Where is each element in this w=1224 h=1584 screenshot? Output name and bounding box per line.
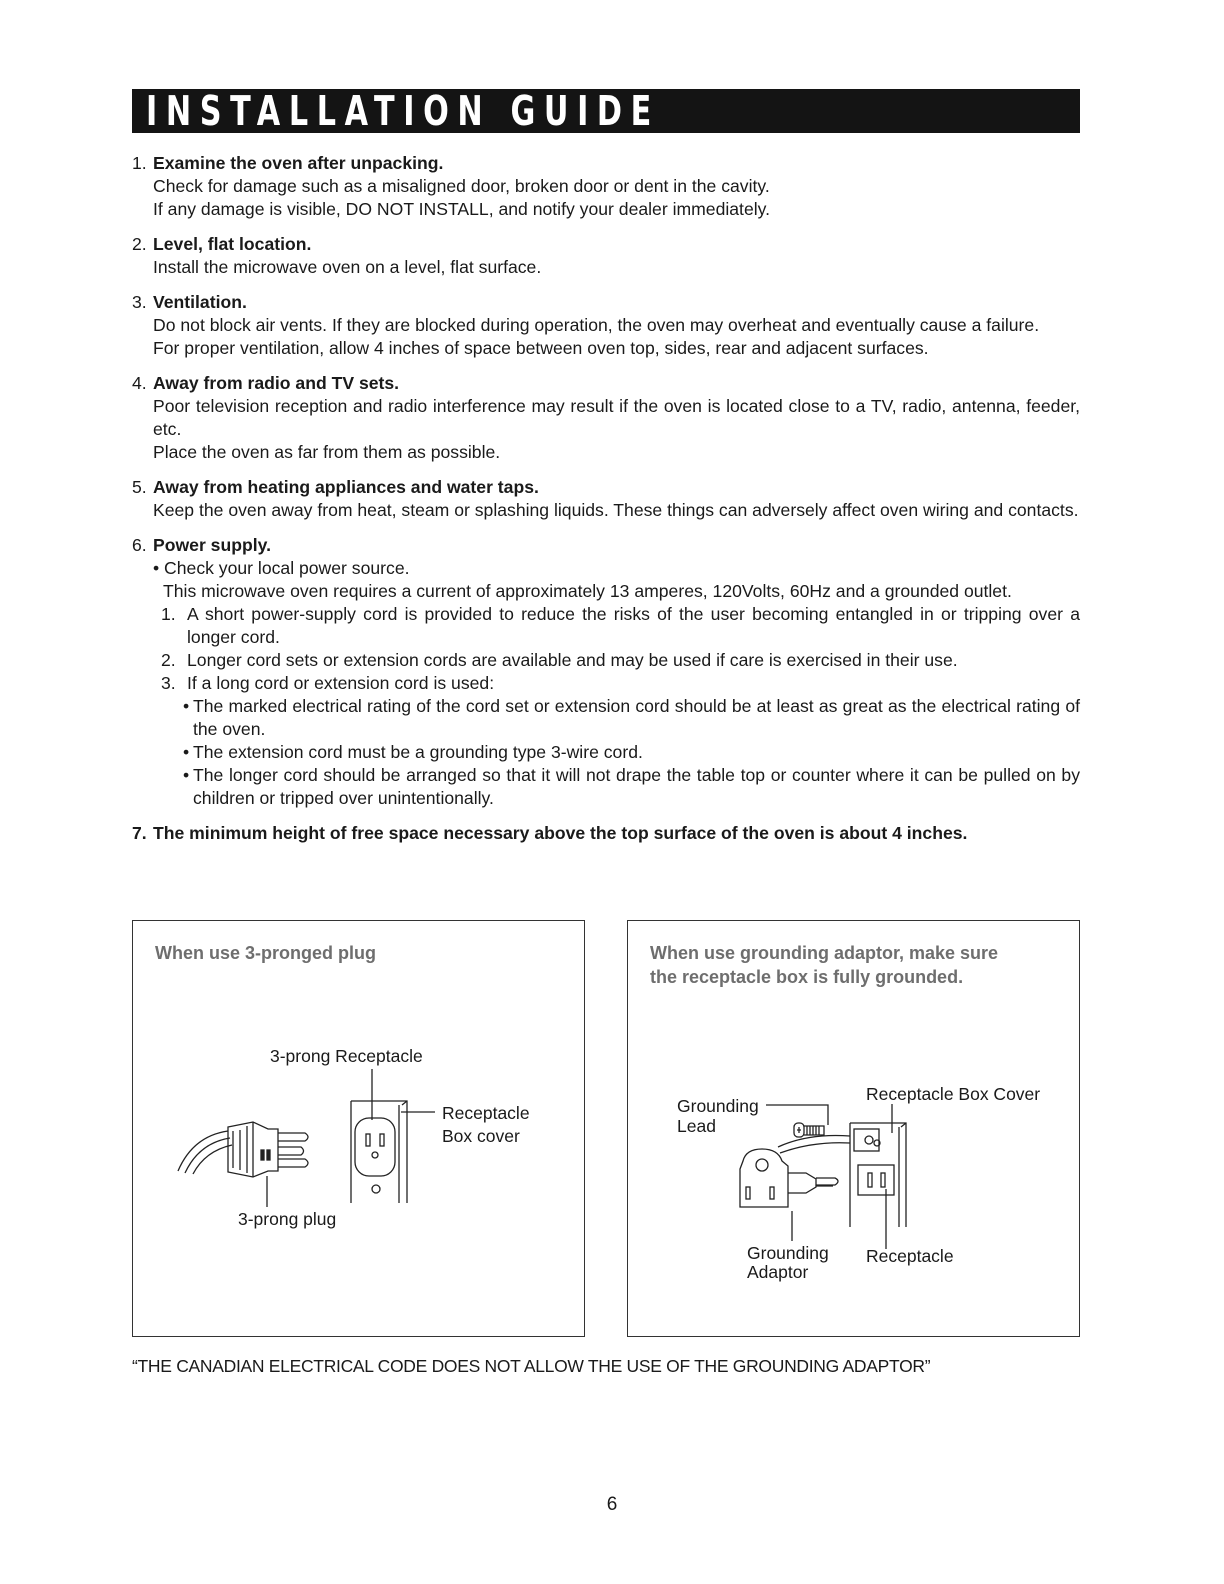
item-bullet: • Check your local power source. [153,558,410,578]
item-number: 5. [132,477,147,497]
list-item [132,534,1080,810]
item-heading: Examine the oven after unpacking. [153,153,444,173]
subitem-number: 2. [161,650,176,670]
item-number: 2. [132,234,147,254]
label-receptacle-box-cover: Receptacle [442,1103,530,1123]
footer-note: “THE CANADIAN ELECTRICAL CODE DOES NOT ALLOW THE USE OF THE GROUNDING ADAPTOR” [132,1356,931,1376]
label-grounding-adaptor: Grounding [747,1243,829,1263]
figure-title: the receptacle box is fully grounded. [650,967,964,987]
label-receptacle: Receptacle [866,1246,954,1266]
list-item [132,291,1080,360]
label-3-prong-receptacle: 3-prong Receptacle [270,1046,423,1066]
bullet-subitem [153,695,1080,741]
numbered-subitem [161,672,1080,695]
bullet-dot: • [183,742,190,762]
item-heading: The minimum height of free space necessary above the top surface of the oven is about 4 inches. [153,823,968,843]
subitem-text: Longer cord sets or extension cords are available and may be used if care is exercised in their use. [187,650,958,670]
subitem-text: A short power-supply cord is provided to reduce the risks of the user becoming entangled in or tripping over a longer cord. [187,604,1080,647]
item-heading: Ventilation. [153,292,247,312]
bullet-text: The marked electrical rating of the cord set or extension cord should be at least as great as the electrical rating of the oven. [193,696,1080,739]
label-receptacle-box-cover: Box cover [442,1126,520,1146]
subitem-text: If a long cord or extension cord is used: [187,673,495,693]
numbered-subitem [161,649,1080,672]
bullet-text: The extension cord must be a grounding type 3-wire cord. [193,742,643,762]
cover-screw [372,1185,380,1193]
item-text: This microwave oven requires a current of approximately 13 amperes, 120Volts, 60Hz and a grounded outlet. [163,581,1012,601]
item-number: 1. [132,153,147,173]
plug-prong [278,1159,308,1167]
item-text: For proper ventilation, allow 4 inches of space between oven top, sides, rear and adjacent surfaces. [153,338,929,358]
item-number: 7. [132,823,147,843]
label-grounding-lead: Grounding [677,1096,759,1116]
cord-strand [178,1131,228,1171]
list-item [132,476,1080,522]
item-heading: Away from radio and TV sets. [153,373,400,393]
label-receptacle-box-cover: Receptacle Box Cover [866,1084,1041,1104]
item-text: Install the microwave oven on a level, flat surface. [153,257,542,277]
item-number: 3. [132,292,147,312]
list-item [132,233,1080,279]
item-text: Place the oven as far from them as possible. [153,442,501,462]
list-item [132,372,1080,464]
item-heading: Power supply. [153,535,271,555]
instruction-list [132,152,1080,857]
leader-line [766,1105,828,1125]
item-text: Do not block air vents. If they are blocked during operation, the oven may overheat and eventually cause a failure. [153,315,1040,335]
item-heading: Away from heating appliances and water taps. [153,477,539,497]
bullet-subitem [153,764,1080,810]
figure-grounding-adaptor [627,920,1080,1337]
figure-title: When use 3-pronged plug [155,943,376,963]
bullet-dot: • [183,696,190,716]
list-item [132,822,1080,845]
figure-title: When use grounding adaptor, make sure [650,943,999,963]
subitem-number: 1. [161,604,176,624]
adaptor-prong [816,1178,838,1185]
bullet-text: The longer cord should be arranged so that it will not drape the table top or counter where it can be pulled on by children or tripped over unintentionally. [193,765,1080,808]
item-text: Poor television reception and radio interference may result if the oven is located close to a TV, radio, antenna, feeder, etc. [153,396,1080,439]
bullet-subitem [153,741,1080,764]
subitem-number: 3. [161,673,176,693]
item-text: Check for damage such as a misaligned door, broken door or dent in the cavity. [153,176,770,196]
receptacle-face [355,1118,395,1176]
label-grounding-lead: Lead [677,1116,716,1136]
figure-three-prong-plug [132,920,585,1337]
grounding-lead [778,1135,850,1147]
page-title: INSTALLATION GUIDE [146,87,660,135]
adaptor-plug [788,1173,816,1193]
item-text: Keep the oven away from heat, steam or splashing liquids. These things can adversely affect oven wiring and contacts. [153,500,1079,520]
page-number: 6 [606,1494,618,1515]
bullet-dot: • [183,765,190,785]
plug-prong [278,1147,304,1155]
list-item [132,152,1080,221]
page-title-bar [132,89,1080,133]
item-heading: Level, flat location. [153,234,312,254]
label-3-prong-plug: 3-prong plug [238,1209,337,1229]
numbered-subitem [161,603,1080,649]
item-number: 6. [132,535,147,555]
receptacle-face [858,1165,894,1195]
plug-prong [278,1133,308,1141]
label-grounding-adaptor: Adaptor [747,1262,809,1282]
item-number: 4. [132,373,147,393]
item-text: If any damage is visible, DO NOT INSTALL, and notify your dealer immediately. [153,199,771,219]
